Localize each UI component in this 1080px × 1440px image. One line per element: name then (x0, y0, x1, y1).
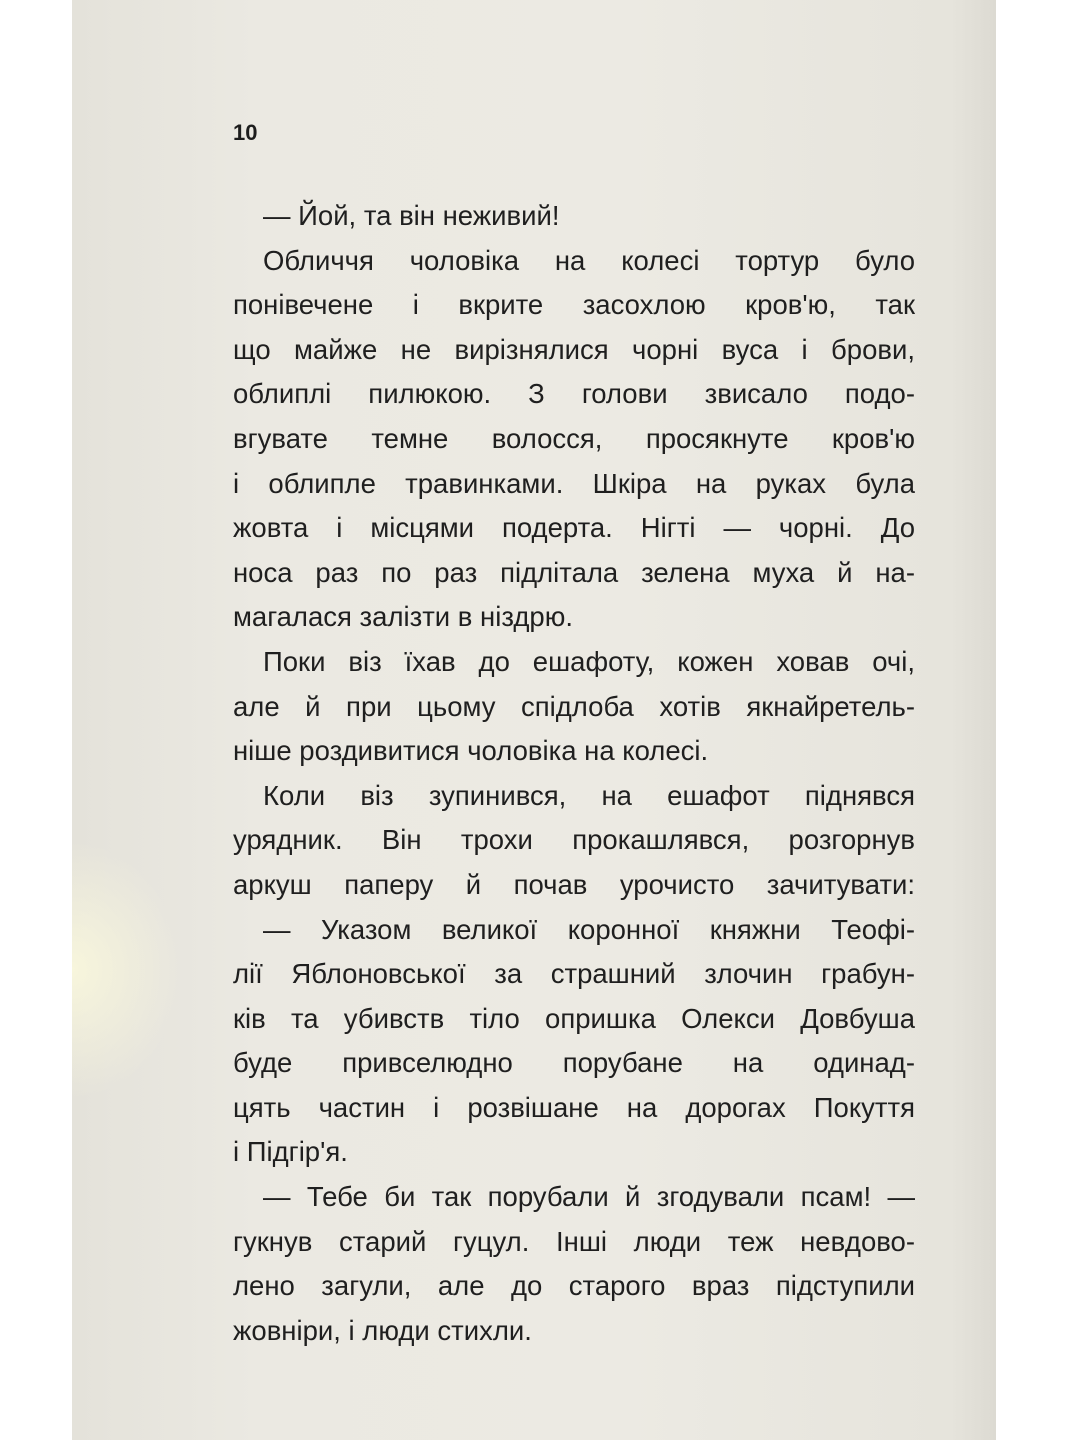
text-line: лено загули, але до старого враз підступили (233, 1270, 915, 1302)
page-body-text (233, 194, 915, 1353)
text-line: — Тебе би так порубали й згодували псам! — (263, 1181, 915, 1213)
text-line: жовніри, і люди стихли. (233, 1314, 532, 1346)
page-number: 10 (233, 120, 258, 145)
text-line: — Указом великої коронної княжни Теофі- (263, 913, 915, 945)
text-line: цять частин і розвішане на дорогах Покуття (233, 1091, 915, 1123)
text-line: і Підгір'я. (233, 1136, 348, 1168)
text-line: жовта і місцями подерта. Нігті — чорні. До (233, 512, 915, 544)
light-reflection (72, 840, 182, 1100)
text-line: Обличчя чоловіка на колесі тортур було (263, 244, 915, 276)
text-line: Поки віз їхав до ешафоту, кожен ховав очі, (263, 645, 915, 677)
text-line: носа раз по раз підлітала зелена муха й на- (233, 556, 915, 588)
text-line: що майже не вирізнялися чорні вуса і брови, (233, 333, 915, 365)
text-line: ків та убивств тіло опришка Олекси Довбуша (233, 1002, 915, 1034)
text-line: магалася залізти в ніздрю. (233, 601, 573, 633)
text-line: урядник. Він трохи прокашлявся, розгорнув (233, 824, 915, 856)
text-line: і облипле травинками. Шкіра на руках була (233, 467, 915, 499)
text-line: але й при цьому спідлоба хотів якнайретель- (233, 690, 915, 722)
text-line: облиплі пилюкою. З голови звисало подо- (233, 378, 915, 410)
text-line: аркуш паперу й почав урочисто зачитувати: (233, 868, 915, 900)
text-line: ніше роздивитися чоловіка на колесі. (233, 735, 709, 767)
text-line: лії Яблоновської за страшний злочин грабун- (233, 958, 915, 990)
text-line: вгувате темне волосся, просякнуте кров'ю (233, 422, 915, 454)
text-line: понівечене і вкрите засохлою кров'ю, так (233, 289, 915, 321)
text-line: — Йой, та він неживий! (263, 200, 560, 231)
text-line: гукнув старий гуцул. Інші люди теж невдово- (233, 1225, 915, 1257)
text-line: Коли віз зупинився, на ешафот піднявся (263, 779, 915, 811)
text-line: буде привселюдно порубане на одинад- (233, 1047, 915, 1079)
